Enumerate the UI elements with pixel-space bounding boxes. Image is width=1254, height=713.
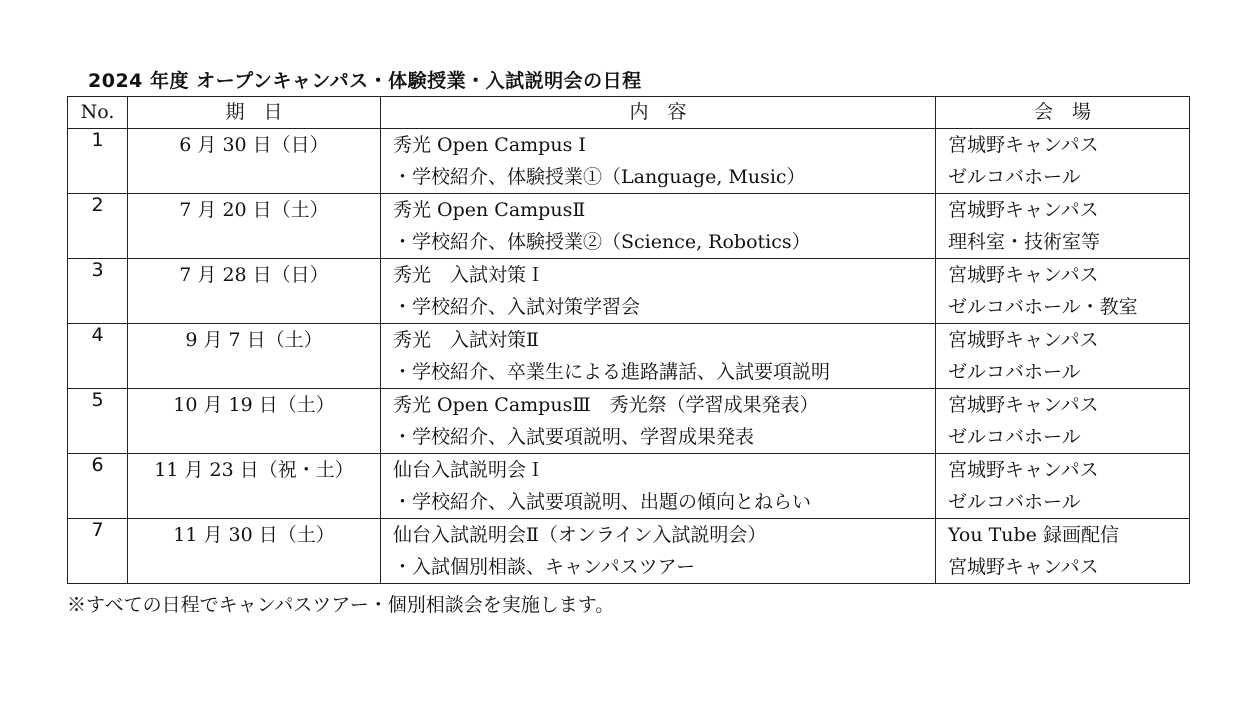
content-line-2: ・学校紹介、入試要項説明、出題の傾向とねらい xyxy=(393,491,812,513)
date-cell xyxy=(128,194,381,259)
table-row xyxy=(68,519,1190,584)
venue-cell xyxy=(936,519,1190,584)
content-line-2: ・学校紹介、卒業生による進路講話、入試要項説明 xyxy=(393,361,831,383)
date-cell xyxy=(128,259,381,324)
venue-line-1: 宮城野キャンパス xyxy=(948,329,1099,351)
venue-line-2: ゼルコバホール xyxy=(948,491,1081,513)
table-row xyxy=(68,129,1190,194)
header-content: 内 容 xyxy=(381,97,936,129)
content-line-1: 秀光 Open Campus I xyxy=(393,134,586,156)
venue-line-1: 宮城野キャンパス xyxy=(948,199,1099,221)
content-line-2: ・学校紹介、体験授業②（Science, Robotics） xyxy=(393,231,811,253)
document-title: 2024 年度 オープンキャンパス・体験授業・入試説明会の日程 xyxy=(88,70,642,92)
venue-cell xyxy=(936,324,1190,389)
content-line-2: ・入試個別相談、キャンパスツアー xyxy=(393,556,696,578)
row-number: 2 xyxy=(68,194,128,259)
table-row xyxy=(68,259,1190,324)
row-number: 5 xyxy=(68,389,128,454)
content-cell xyxy=(381,259,936,324)
content-cell xyxy=(381,129,936,194)
venue-line-2: 理科室・技術室等 xyxy=(948,231,1101,253)
row-number: 1 xyxy=(68,129,128,194)
venue-line-2: ゼルコバホール xyxy=(948,361,1081,383)
venue-line-1: You Tube 録画配信 xyxy=(948,524,1119,546)
content-line-2: ・学校紹介、体験授業①（Language, Music） xyxy=(393,166,806,188)
content-cell xyxy=(381,454,936,519)
venue-line-1: 宮城野キャンパス xyxy=(948,459,1099,481)
venue-line-2: ゼルコバホール・教室 xyxy=(948,296,1138,318)
date-text: 11 月 23 日（祝・土） xyxy=(154,459,354,481)
table-row xyxy=(68,454,1190,519)
schedule-table xyxy=(67,96,1190,584)
content-cell xyxy=(381,324,936,389)
footnote: ※すべての日程でキャンパスツアー・個別相談会を実施します。 xyxy=(67,594,615,616)
content-line-1: 仙台入試説明会Ⅱ（オンライン入試説明会） xyxy=(393,524,767,546)
venue-cell xyxy=(936,454,1190,519)
table-row xyxy=(68,324,1190,389)
content-line-2: ・学校紹介、入試対策学習会 xyxy=(393,296,641,318)
content-line-2: ・学校紹介、入試要項説明、学習成果発表 xyxy=(393,426,755,448)
venue-cell xyxy=(936,129,1190,194)
header-date: 期 日 xyxy=(128,97,381,129)
content-cell xyxy=(381,389,936,454)
venue-line-1: 宮城野キャンパス xyxy=(948,264,1099,286)
table-row xyxy=(68,389,1190,454)
date-text: 10 月 19 日（土） xyxy=(173,394,335,416)
content-line-1: 仙台入試説明会Ｉ xyxy=(393,459,546,481)
header-venue: 会 場 xyxy=(936,97,1190,129)
content-line-1: 秀光 Open CampusⅢ 秀光祭（学習成果発表） xyxy=(393,394,819,416)
content-line-1: 秀光 Open CampusⅡ xyxy=(393,199,586,221)
date-text: 11 月 30 日（土） xyxy=(173,524,335,546)
venue-line-2: ゼルコバホール xyxy=(948,426,1081,448)
date-cell xyxy=(128,129,381,194)
date-text: 9 月 7 日（土） xyxy=(185,329,323,351)
date-text: 7 月 28 日（日） xyxy=(179,264,329,286)
date-text: 6 月 30 日（日） xyxy=(179,134,329,156)
date-cell xyxy=(128,454,381,519)
content-cell xyxy=(381,519,936,584)
venue-line-1: 宮城野キャンパス xyxy=(948,134,1099,156)
venue-cell xyxy=(936,259,1190,324)
venue-line-2: 宮城野キャンパス xyxy=(948,556,1099,578)
content-line-1: 秀光 入試対策Ｉ xyxy=(393,264,546,286)
venue-cell xyxy=(936,389,1190,454)
table-header-row xyxy=(68,97,1190,129)
row-number: 3 xyxy=(68,259,128,324)
content-line-1: 秀光 入試対策Ⅱ xyxy=(393,329,539,351)
row-number: 6 xyxy=(68,454,128,519)
date-cell xyxy=(128,519,381,584)
venue-cell xyxy=(936,194,1190,259)
header-no: No. xyxy=(68,97,128,129)
venue-line-2: ゼルコバホール xyxy=(948,166,1081,188)
date-cell xyxy=(128,389,381,454)
content-cell xyxy=(381,194,936,259)
date-text: 7 月 20 日（土） xyxy=(179,199,329,221)
table-row xyxy=(68,194,1190,259)
date-cell xyxy=(128,324,381,389)
venue-line-1: 宮城野キャンパス xyxy=(948,394,1099,416)
row-number: 4 xyxy=(68,324,128,389)
row-number: 7 xyxy=(68,519,128,584)
